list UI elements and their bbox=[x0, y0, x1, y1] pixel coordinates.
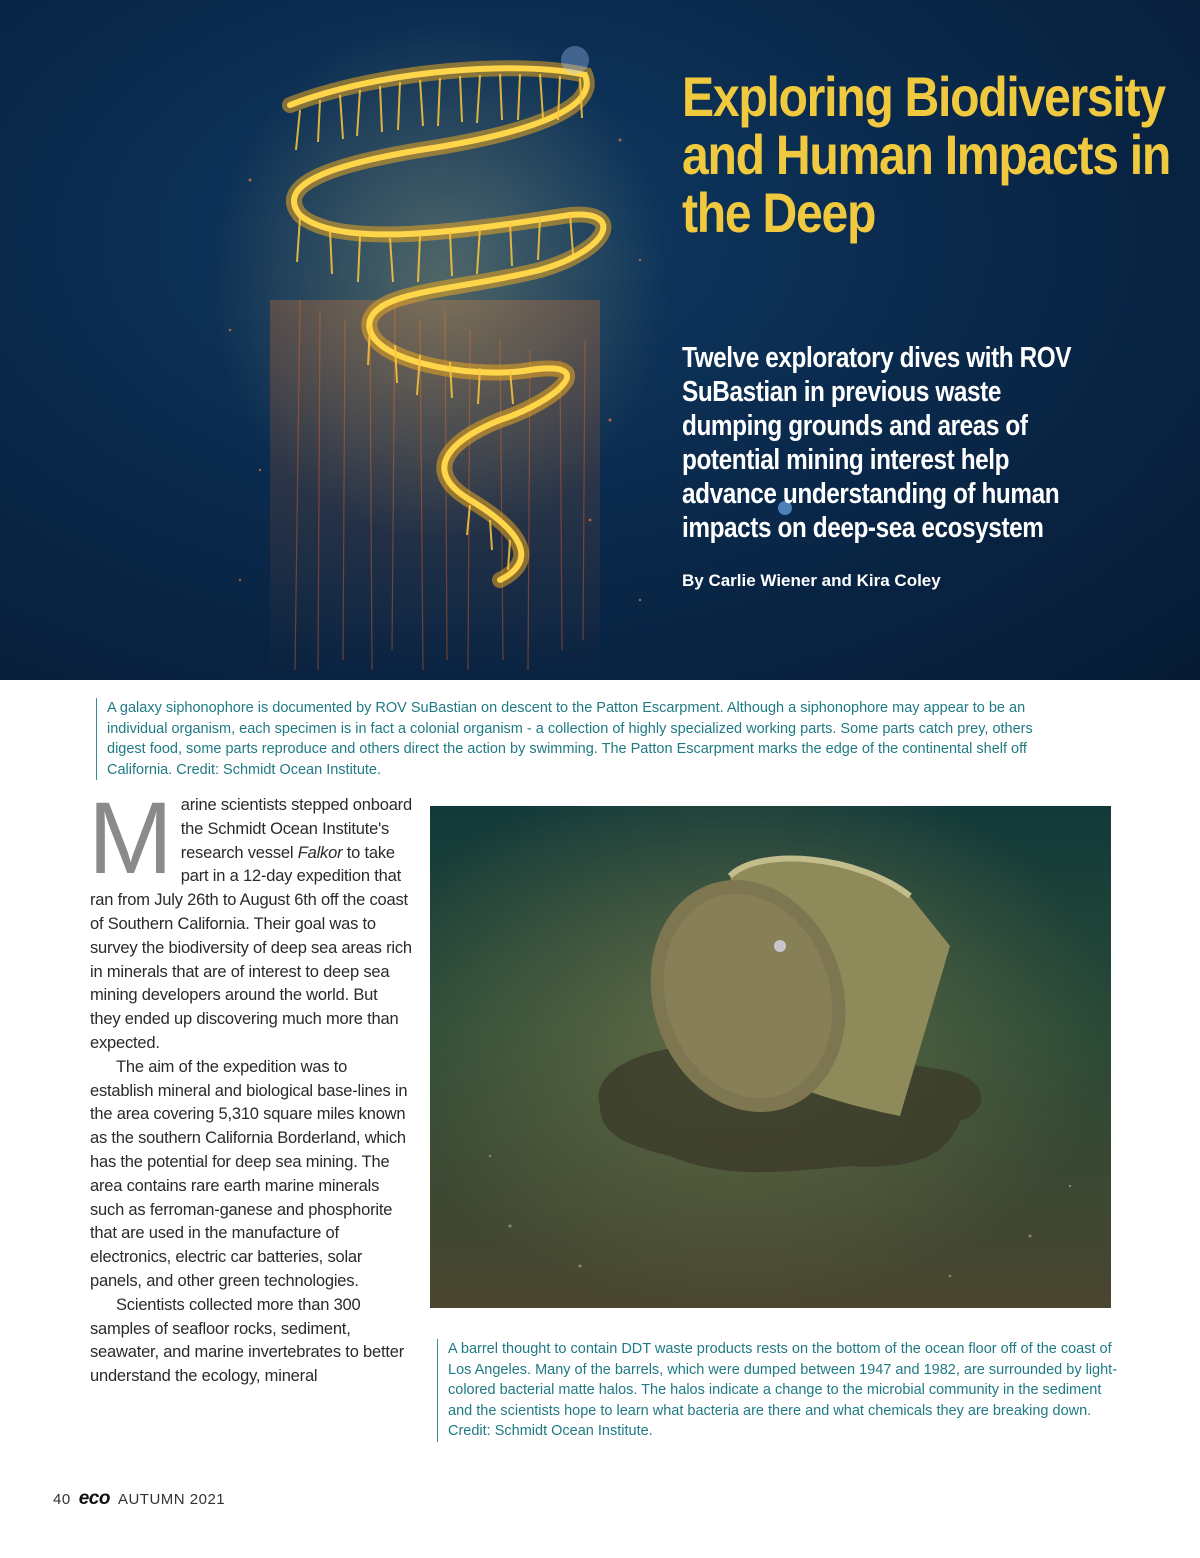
barrel-photo bbox=[430, 806, 1111, 1308]
barrel-caption: A barrel thought to contain DDT waste products rests on the bottom of the ocean floor off of the coast of Los Angeles. Many of the barrels, which were dumped between 1947 and 1982, are surrounded by light-colored bacterial matte halos. The halos indicate a change to the microbial community in the sediment and the scientists hope to learn what bacteria are there and what chemicals they are breaking down. Credit: Schmidt Ocean Institute. bbox=[437, 1339, 1128, 1442]
hero-image bbox=[0, 0, 1200, 680]
siphonophore-caption: A galaxy siphonophore is documented by ROV SuBastian on descent to the Patton Escarpment. Although a siphonophore may appear to be an individual organism, each specimen is in fact a colonial organism - a collection of highly specialized working parts. Some parts catch prey, others digest food, some parts reproduce and others direct the action by swimming. The Patton Escarpment marks the edge of the continental shelf off California. Credit: Schmidt Ocean Institute. bbox=[96, 698, 1047, 780]
vessel-name: Falkor bbox=[297, 843, 343, 862]
issue-label: AUTUMN 2021 bbox=[117, 1491, 226, 1508]
paragraph-1 bbox=[88, 781, 412, 1056]
article-byline: By Carlie Wiener and Kira Coley bbox=[682, 571, 941, 590]
drop-cap: M bbox=[88, 781, 173, 895]
article-body bbox=[88, 781, 412, 1389]
article-title: Exploring Biodiversity and Human Impacts in the Deep bbox=[682, 65, 1170, 244]
article-subtitle: Twelve exploratory dives with ROV SuBastian in previous waste dumping grounds and areas of potential mining interest help advance understanding of human impacts on deep-sea ecosystem bbox=[682, 342, 1072, 544]
magazine-logo: eco bbox=[78, 1488, 110, 1509]
page-footer bbox=[53, 1488, 225, 1510]
paragraph-2: The aim of the expedition was to establish mineral and biological base-lines in the area covering 5,310 square miles known as the southern California Borderland, which has the potential for deep sea mining. The area contains rare earth marine minerals such as ferroman-ganese and phosphorite that are used in the manufacture of electronics, electric car batteries, solar panels, and other green technologies. bbox=[90, 1057, 408, 1290]
paragraph-1-text-b: to take part in a 12-day expedition that ran from July 26th to August 6th off the coast of Southern California. Their goal was to survey the biodiversity of deep sea areas rich in minerals that are of interest to deep sea mining developers around the world. But they ended up discovering much more than expected. bbox=[90, 843, 412, 1052]
paragraph-1-text-a: arine scientists stepped onboard the Schmidt Ocean Institute's research vessel bbox=[180, 796, 412, 862]
barrel-illustration bbox=[430, 806, 1111, 1308]
paragraph-3: Scientists collected more than 300 samples of seafloor rocks, sediment, seawater, and marine invertebrates to better understand the ecology, mineral bbox=[90, 1295, 405, 1386]
page-number: 40 bbox=[53, 1491, 71, 1508]
